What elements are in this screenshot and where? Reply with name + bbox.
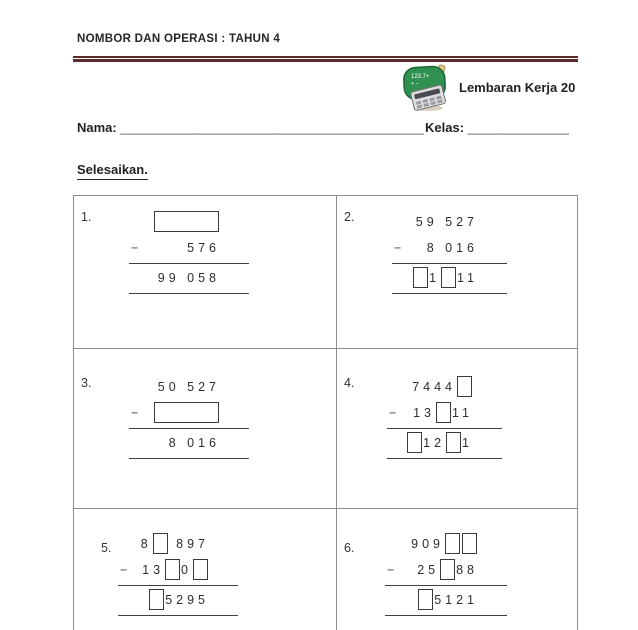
minus-sign: −	[131, 406, 139, 420]
answer-box	[149, 589, 164, 610]
page-title: NOMBOR DAN OPERASI : TAHUN 4	[77, 33, 281, 45]
name-field	[77, 120, 424, 135]
difference-row	[387, 432, 502, 455]
answer-box	[165, 559, 180, 580]
answer-box	[407, 432, 422, 453]
minus-sign: −	[394, 241, 402, 255]
operand-digits: 5295	[165, 593, 209, 607]
subtraction-work	[385, 533, 507, 616]
minus-sign: −	[131, 241, 139, 255]
subtraction-work	[118, 533, 238, 616]
answer-box	[418, 589, 433, 610]
sum-line	[385, 615, 507, 616]
class-field	[425, 120, 569, 135]
minus-sign: −	[387, 563, 395, 577]
problem-number: 2.	[344, 210, 355, 224]
sum-line	[392, 293, 507, 294]
operand-digits: 1	[462, 436, 473, 450]
accent-divider	[73, 56, 578, 62]
difference-row	[118, 589, 238, 612]
sum-line	[387, 428, 502, 429]
problem-number: 6.	[344, 541, 355, 555]
sum-line	[129, 458, 249, 459]
operand-digits: 8	[140, 537, 152, 551]
operand-digits: 99 058	[157, 271, 220, 285]
problem-cell-6	[337, 509, 577, 630]
answer-box	[446, 432, 461, 453]
answer-box	[193, 559, 208, 580]
minuend-row	[387, 376, 502, 399]
problem-number: 3.	[81, 376, 92, 390]
problem-cell-3	[74, 349, 337, 509]
operand-digits: 5121	[434, 593, 478, 607]
class-label: Kelas:	[425, 120, 465, 135]
operand-digits: 11	[457, 271, 478, 285]
svg-text:+ −: + −	[411, 81, 419, 87]
sum-line	[129, 263, 249, 264]
name-blank-line: __________________________________________	[120, 120, 425, 135]
difference-row	[129, 432, 249, 455]
problems-table	[73, 195, 578, 630]
subtrahend-row	[118, 559, 238, 582]
minuend-row	[129, 211, 249, 234]
answer-box	[440, 559, 455, 580]
subtrahend-row	[387, 402, 502, 425]
operand-digits: 88	[456, 563, 478, 577]
subtrahend-row	[129, 237, 249, 260]
answer-box	[436, 402, 451, 423]
answer-box	[462, 533, 477, 554]
class-blank-line: ______________	[467, 120, 569, 135]
problem-number: 4.	[344, 376, 355, 390]
subtrahend-row	[385, 559, 507, 582]
subtraction-work	[392, 211, 507, 294]
subtrahend-row	[129, 402, 249, 425]
minus-sign: −	[389, 406, 397, 420]
operand-digits: 13	[142, 563, 165, 577]
subtraction-work	[129, 211, 249, 294]
minuend-row	[129, 376, 249, 399]
answer-box-large	[154, 402, 219, 423]
sum-line	[129, 428, 249, 429]
answer-box	[441, 267, 456, 288]
operand-digits: 11	[452, 406, 473, 420]
answer-box	[445, 533, 460, 554]
minuend-row	[118, 533, 238, 556]
operand-digits: 50 527	[157, 380, 220, 394]
operand-digits: 0	[181, 563, 192, 577]
operand-digits: 13	[413, 406, 436, 420]
problem-cell-5	[74, 509, 337, 630]
operand-digits: 25	[417, 563, 440, 577]
instruction-heading: Selesaikan.	[77, 162, 148, 180]
problem-cell-1	[74, 196, 337, 349]
subtraction-work	[387, 376, 502, 459]
operand-digits: 8 016	[168, 436, 220, 450]
subtraction-work	[129, 376, 249, 459]
operand-digits: 12	[423, 436, 446, 450]
problem-number: 5.	[101, 541, 112, 555]
answer-box	[153, 533, 168, 554]
difference-row	[129, 267, 249, 290]
sum-line	[118, 585, 238, 586]
problem-number: 1.	[81, 210, 92, 224]
answer-box	[413, 267, 428, 288]
operand-digits: 8 016	[426, 241, 478, 255]
svg-text:123.7+: 123.7+	[411, 74, 430, 80]
minuend-row	[385, 533, 507, 556]
minuend-row	[392, 211, 507, 234]
difference-row	[385, 589, 507, 612]
operand-digits: 1	[429, 271, 441, 285]
problem-cell-2	[337, 196, 577, 349]
chalkboard-calculator-icon	[401, 64, 457, 112]
sum-line	[392, 263, 507, 264]
operand-digits: 897	[168, 537, 209, 551]
sum-line	[387, 458, 502, 459]
minus-sign: −	[120, 563, 128, 577]
difference-row	[392, 267, 507, 290]
operand-digits: 7444	[412, 380, 456, 394]
operand-digits: 59 527	[415, 215, 478, 229]
worksheet-number-label: Lembaran Kerja 20	[459, 80, 576, 95]
sum-line	[385, 585, 507, 586]
sum-line	[118, 615, 238, 616]
name-label: Nama:	[77, 120, 117, 135]
operand-digits: 576	[187, 241, 220, 255]
answer-box-large	[154, 211, 219, 232]
answer-box	[457, 376, 472, 397]
subtrahend-row	[392, 237, 507, 260]
operand-digits: 909	[411, 537, 444, 551]
problem-cell-4	[337, 349, 577, 509]
sum-line	[129, 293, 249, 294]
